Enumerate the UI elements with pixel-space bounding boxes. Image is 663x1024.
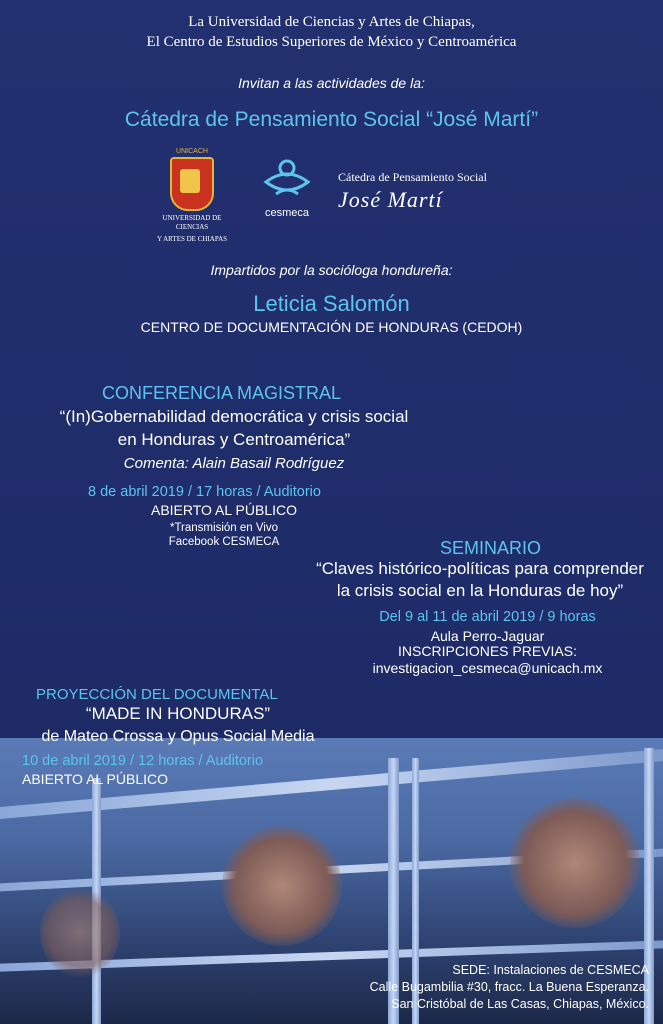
conferencia-talk-line-2: en Honduras y Centroamérica” [117,430,351,449]
seminario-title: SEMINARIO [440,538,542,558]
conferencia-access: ABIERTO AL PÚBLICO [150,502,298,518]
seminario-room: Aula Perro-Jaguar [430,628,545,644]
passenger-background [40,888,120,978]
seminario-registration: INSCRIPCIONES PREVIAS: [398,643,577,659]
conferencia-when: 8 de abril 2019 / 17 horas / Auditorio [88,484,321,500]
unicach-logo [156,148,228,244]
institution-line-1: La Universidad de Ciencias y Artes de Chiapas, [188,14,475,30]
catedra-title: Cátedra de Pensamiento Social “José Martí” [124,108,539,131]
sede-line-2: Calle Bugambilia #30, fracc. La Buena Esperanza. [369,980,649,994]
speaker-organization: CENTRO DE DOCUMENTACIÓN DE HONDURAS (CEDOH) [140,319,523,335]
conferencia-stream-line-2: Facebook CESMECA [168,536,280,548]
speaker-intro: Impartidos por la socióloga hondureña: [210,262,453,278]
institution-line-2: El Centro de Estudios Superiores de México y Centroamérica [146,34,517,50]
passenger-woman-left [222,826,342,946]
seminario-talk-line-2: la crisis social en la Honduras de hoy” [336,581,624,600]
catedra-logo-signature: José Martí [338,187,443,212]
speaker-name: Leticia Salomón [253,291,410,316]
proyeccion-film: “MADE IN HONDURAS” [85,704,271,723]
unicach-logo-line-1: UNIVERSIDAD DE CIENCIAS [162,214,222,231]
proyeccion-when: 10 de abril 2019 / 12 horas / Auditorio [22,753,264,769]
catedra-logo-line-1: Cátedra de Pensamiento Social [338,170,487,184]
cesmeca-logo-text: cesmeca [264,207,310,219]
catedra-logo [338,170,508,213]
sede-line-3: San Cristóbal de Las Casas, Chiapas, México. [391,997,649,1011]
unicach-logo-line-2: Y ARTES DE CHIAPAS [156,235,228,243]
conferencia-talk-line-1: “(In)Gobernabilidad democrática y crisis social [59,407,409,426]
conferencia-stream-line-1: *Transmisión en Vivo [169,522,279,534]
proyeccion-by: de Mateo Crossa y Opus Social Media [41,728,315,745]
proyeccion-access: ABIERTO AL PÚBLICO [22,771,169,787]
seminario-when: Del 9 al 11 de abril 2019 / 9 horas [379,609,596,625]
passenger-woman-right [510,798,640,928]
seminario-email[interactable]: investigacion_cesmeca@unicach.mx [372,660,603,676]
conferencia-title: CONFERENCIA MAGISTRAL [102,383,342,403]
invite-text: Invitan a las actividades de la: [238,75,425,91]
cesmeca-emblem-icon [260,156,314,204]
unicach-shield-icon [170,157,214,211]
unicach-logo-top: UNICACH [176,148,208,155]
conferencia-comenta: Comenta: Alain Basail Rodríguez [123,455,345,472]
sede-line-1: SEDE: Instalaciones de CESMECA [452,963,649,977]
proyeccion-title: PROYECCIÓN DEL DOCUMENTAL [36,686,278,703]
seminario-talk-line-1: “Claves histórico-políticas para comprender [316,559,644,578]
cesmeca-logo [256,156,318,219]
